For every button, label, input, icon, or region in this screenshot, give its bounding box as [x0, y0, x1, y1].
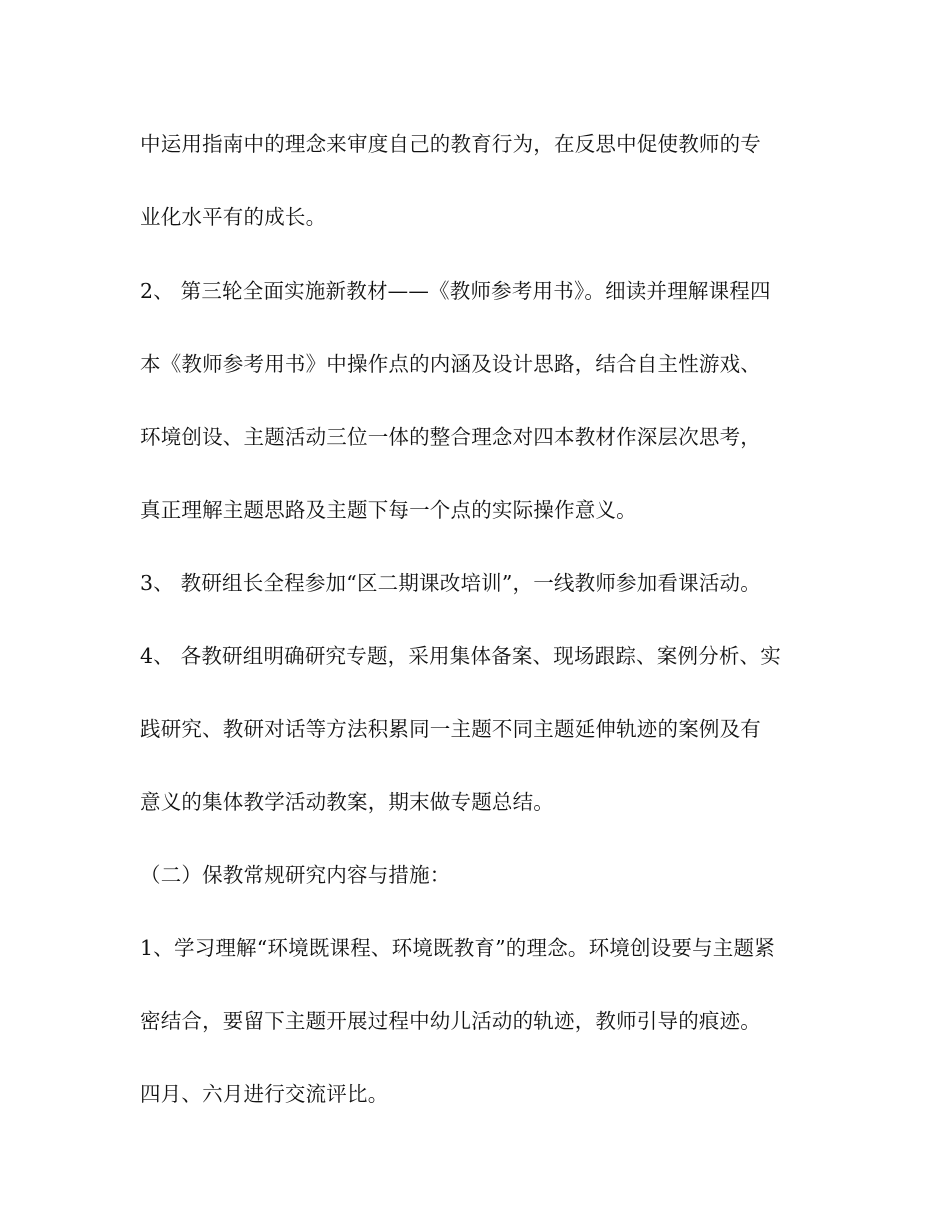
text-line: 意义的集体教学活动教案，期末做专题总结。: [140, 790, 554, 814]
text-line: 1、学习理解“环境既课程、环境既教育”的理念。环境创设要与主题紧: [140, 936, 775, 960]
text-line: 业化水平有的成长。: [140, 205, 327, 229]
text-line: 践研究、教研对话等方法积累同一主题不同主题延伸轨迹的案例及有: [140, 717, 761, 741]
text-line: 密结合，要留下主题开展过程中幼儿活动的轨迹，教师引导的痕迹。: [140, 1009, 761, 1033]
text-line: 2、 第三轮全面实施新教材——《教师参考用书》。细读并理解课程四: [140, 279, 771, 303]
text-line: 四月、六月进行交流评比。: [140, 1082, 389, 1106]
text-line: 本《教师参考用书》中操作点的内涵及设计思路，结合自主性游戏、: [140, 352, 761, 376]
text-line: 中运用指南中的理念来审度自己的教育行为，在反思中促使教师的专: [140, 132, 761, 156]
section-heading: （二）保教常规研究内容与措施：: [140, 863, 451, 887]
text-line: 4、 各教研组明确研究专题，采用集体备案、现场跟踪、案例分析、实: [140, 644, 781, 668]
text-line: 3、 教研组长全程参加“区二期课改培训”，一线教师参加看课活动。: [140, 571, 761, 595]
text-line: 真正理解主题思路及主题下每一个点的实际操作意义。: [140, 498, 637, 522]
text-line: 环境创设、主题活动三位一体的整合理念对四本教材作深层次思考，: [140, 425, 761, 449]
